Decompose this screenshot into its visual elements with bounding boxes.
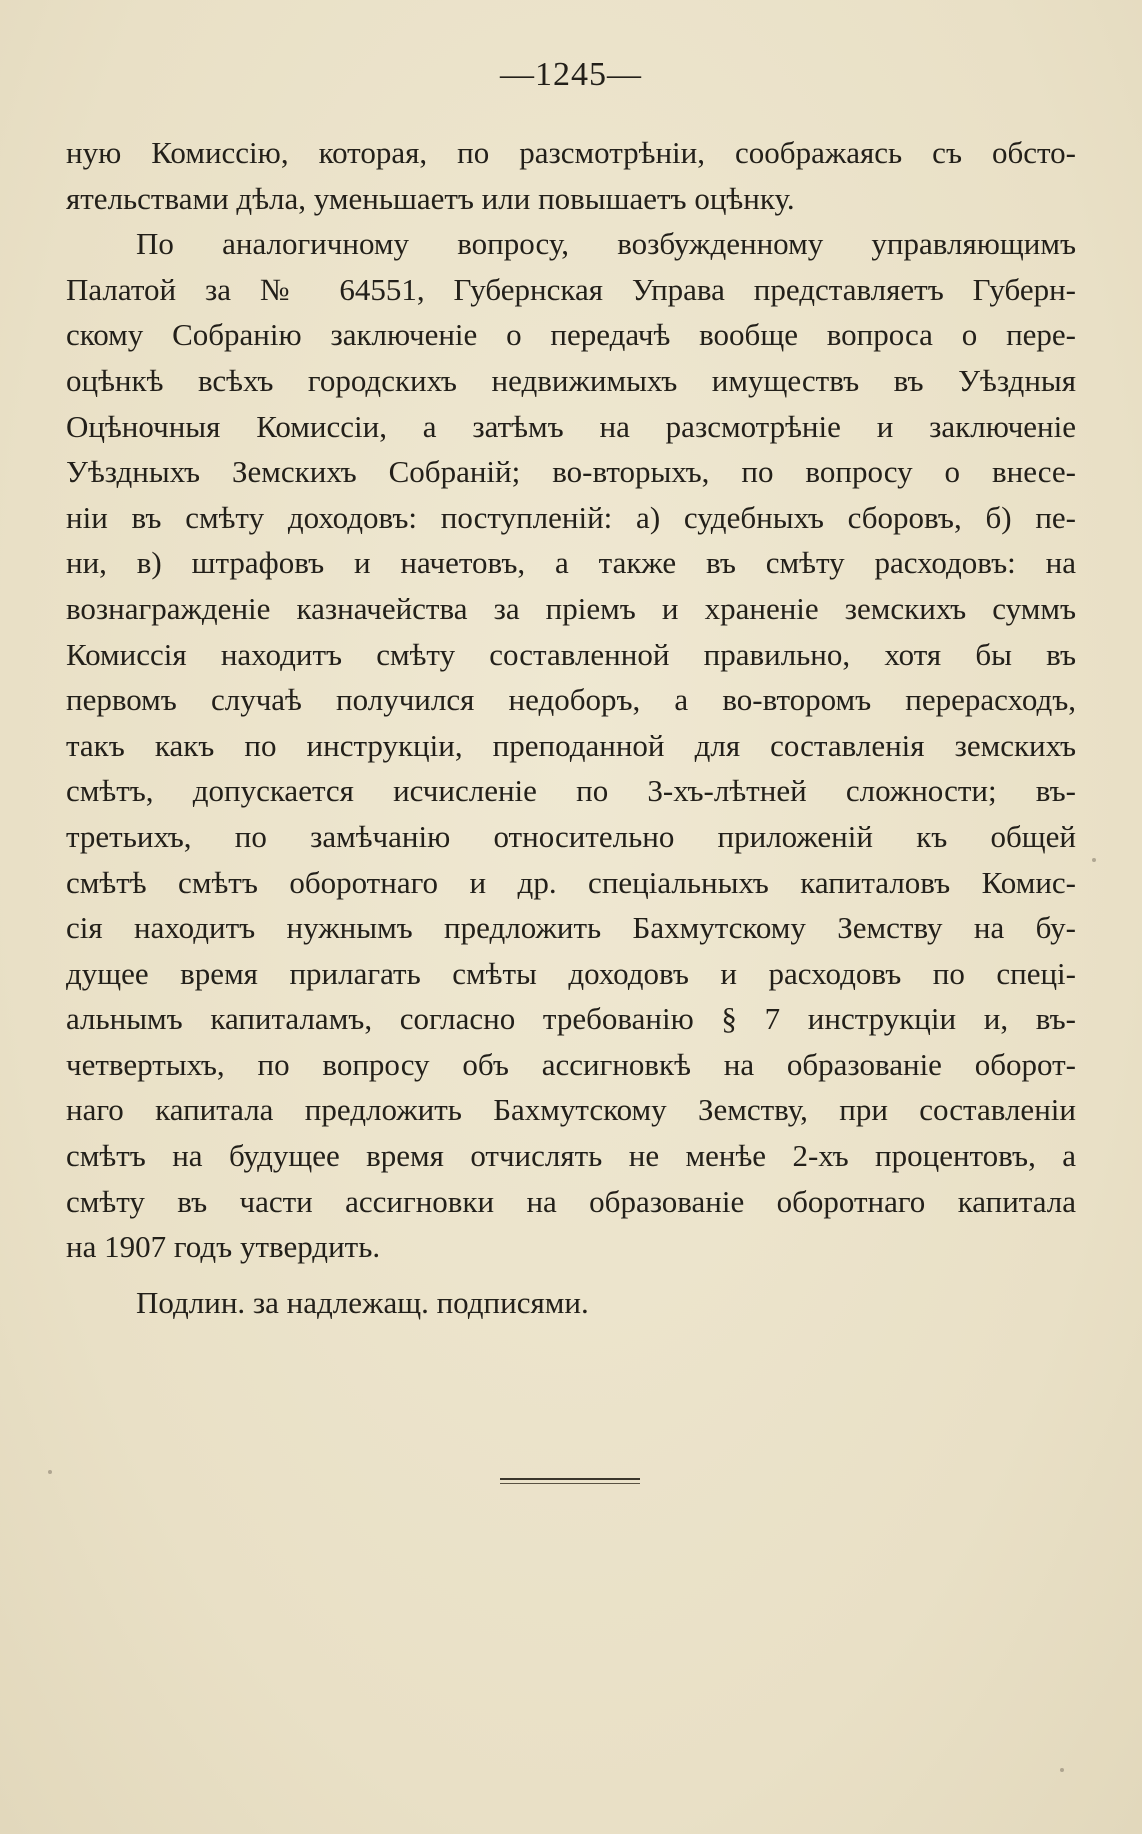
- paper-speck: [48, 1470, 52, 1474]
- text-line: Комиссія находитъ смѣту составленной правильно, хотя бы въ: [66, 636, 1076, 672]
- text-line: третьихъ, по замѣчанію относительно приложеній къ общей: [66, 818, 1076, 854]
- text-line: Палатой за № 64551, Губернская Управа представляетъ Губерн-: [66, 271, 1076, 307]
- text-line: скому Собранію заключеніе о передачѣ вообще вопроса о пере-: [66, 317, 1076, 353]
- paper-speck: [1092, 858, 1096, 862]
- text-line: смѣтъ на будущее время отчислять не менѣе 2-хъ процентовъ, а: [66, 1138, 1076, 1174]
- text-line: четвертыхъ, по вопросу объ ассигновкѣ на образованіе оборот-: [66, 1046, 1076, 1082]
- text-line: первомъ случаѣ получился недоборъ, а во-второмъ перерасходъ,: [66, 682, 1076, 718]
- text-line: смѣту въ части ассигновки на образованіе оборотнаго капитала: [66, 1183, 1076, 1219]
- paper-speck: [1060, 1768, 1064, 1772]
- text-line: оцѣнкѣ всѣхъ городскихъ недвижимыхъ имуществъ въ Уѣздныя: [66, 362, 1076, 398]
- text-line: Оцѣночныя Комиссіи, а затѣмъ на разсмотрѣніе и заключеніе: [66, 408, 1076, 444]
- text-line: наго капитала предложить Бахмутскому Земству, при составленіи: [66, 1092, 1076, 1128]
- text-line: ни, в) штрафовъ и начетовъ, а также въ смѣту расходовъ: на: [66, 545, 1076, 581]
- text-line: По аналогичному вопросу, возбужденному управляющимъ: [136, 226, 1076, 262]
- text-line: сія находитъ нужнымъ предложить Бахмутскому Земству на бу-: [66, 910, 1076, 946]
- text-line: дущее время прилагать смѣты доходовъ и расходовъ по спеці-: [66, 955, 1076, 991]
- text-line: смѣтъ, допускается исчисленіе по 3-хъ-лѣтней сложности; въ-: [66, 773, 1076, 809]
- signature-note: Подлин. за надлежащ. подписями.: [136, 1285, 589, 1320]
- closing-rule: [500, 1478, 640, 1480]
- text-line: ную Комиссію, которая, по разсмотрѣніи, соображаясь съ обсто-: [66, 135, 1076, 170]
- text-line: ятельствами дѣла, уменьшаетъ или повышаетъ оцѣнку.: [66, 180, 795, 216]
- text-line: на 1907 годъ утвердить.: [66, 1229, 381, 1265]
- text-line: вознагражденіе казначейства за пріемъ и храненіе земскихъ суммъ: [66, 590, 1076, 626]
- text-line: ніи въ смѣту доходовъ: поступленій: а) судебныхъ сборовъ, б) пе-: [66, 499, 1076, 535]
- page-number: —1245—: [500, 56, 642, 93]
- text-line: альнымъ капиталамъ, согласно требованію § 7 инструкціи и, въ-: [66, 1001, 1076, 1037]
- text-line: смѣтѣ смѣтъ оборотнаго и др. спеціальныхъ капиталовъ Комис-: [66, 864, 1076, 900]
- body-text: [66, 130, 1076, 1270]
- text-line: Уѣздныхъ Земскихъ Собраній; во-вторыхъ, по вопросу о внесе-: [66, 454, 1076, 490]
- text-line: такъ какъ по инструкціи, преподанной для составленія земскихъ: [66, 727, 1076, 763]
